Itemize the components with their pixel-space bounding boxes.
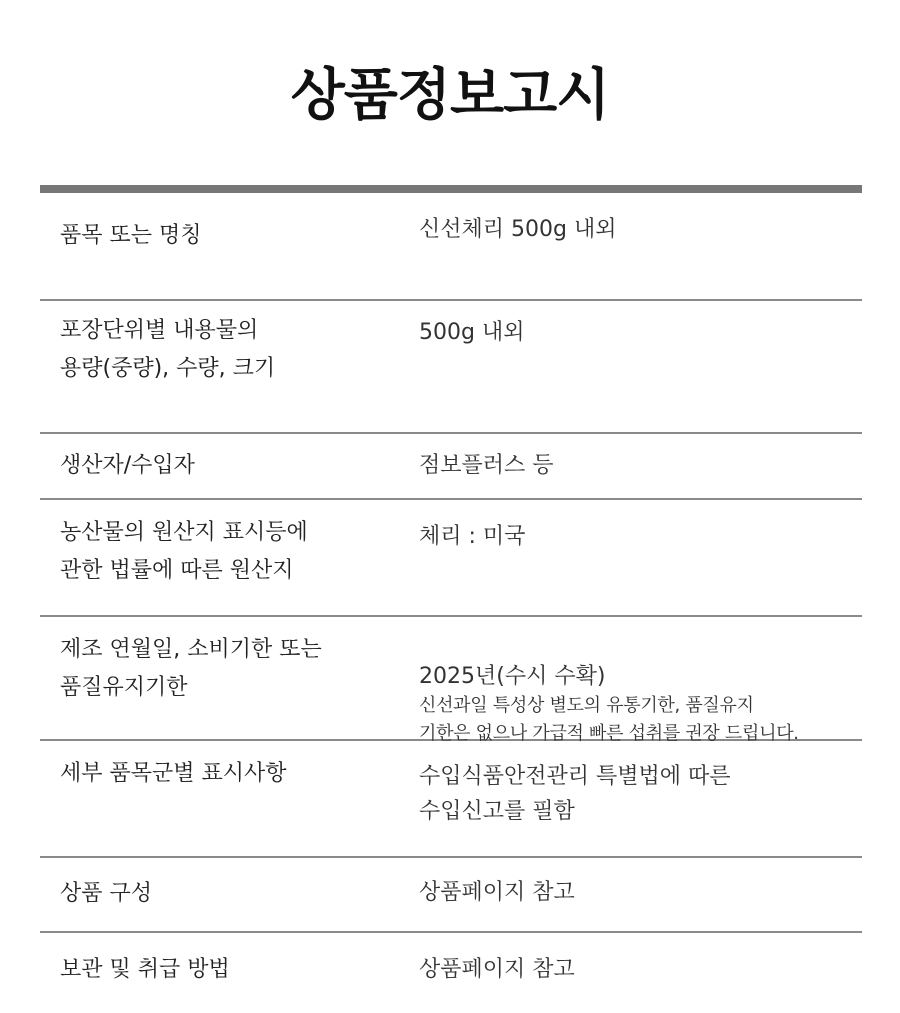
page-title: 상품정보고시 (290, 63, 610, 128)
table-row (40, 617, 862, 744)
table-row (40, 193, 862, 301)
shelf-life-note: 신선과일 특성상 별도의 유통기한, 품질유지 기한은 없으나 가급적 빠른 섭취를 권장 드립니다. (419, 695, 799, 744)
table-row (40, 858, 862, 933)
row-label: 보관 및 취급 방법 (60, 957, 230, 982)
row-label: 생산자/수입자 (60, 453, 195, 478)
row-label: 포장단위별 내용물의 용량(중량), 수량, 크기 (60, 318, 276, 381)
table-row (40, 301, 862, 434)
row-value: 수입식품안전관리 특별법에 따른 수입신고를 필함 (419, 764, 731, 824)
row-label: 세부 품목군별 표시사항 (60, 761, 287, 786)
product-info-table (40, 193, 862, 1013)
table-row (40, 933, 862, 1013)
row-value: 점보플러스 등 (419, 453, 554, 478)
table-row (40, 741, 862, 858)
row-label: 품목 또는 명칭 (60, 223, 202, 248)
row-value: 500g 내외 (419, 320, 525, 345)
table-row (40, 434, 862, 500)
row-value: 신선체리 500g 내외 (419, 217, 617, 242)
row-value: 상품페이지 참고 (419, 957, 575, 982)
row-label: 상품 구성 (60, 881, 153, 906)
table-row (40, 500, 862, 617)
production-date: 2025년(수시 수확) (419, 664, 606, 689)
row-label: 농산물의 원산지 표시등에 관한 법률에 따른 원산지 (60, 520, 308, 583)
row-value: 체리 : 미국 (419, 524, 526, 549)
row-label: 제조 연월일, 소비기한 또는 품질유지기한 (60, 637, 322, 700)
header-divider (40, 185, 862, 193)
row-value: 상품페이지 참고 (419, 880, 575, 905)
